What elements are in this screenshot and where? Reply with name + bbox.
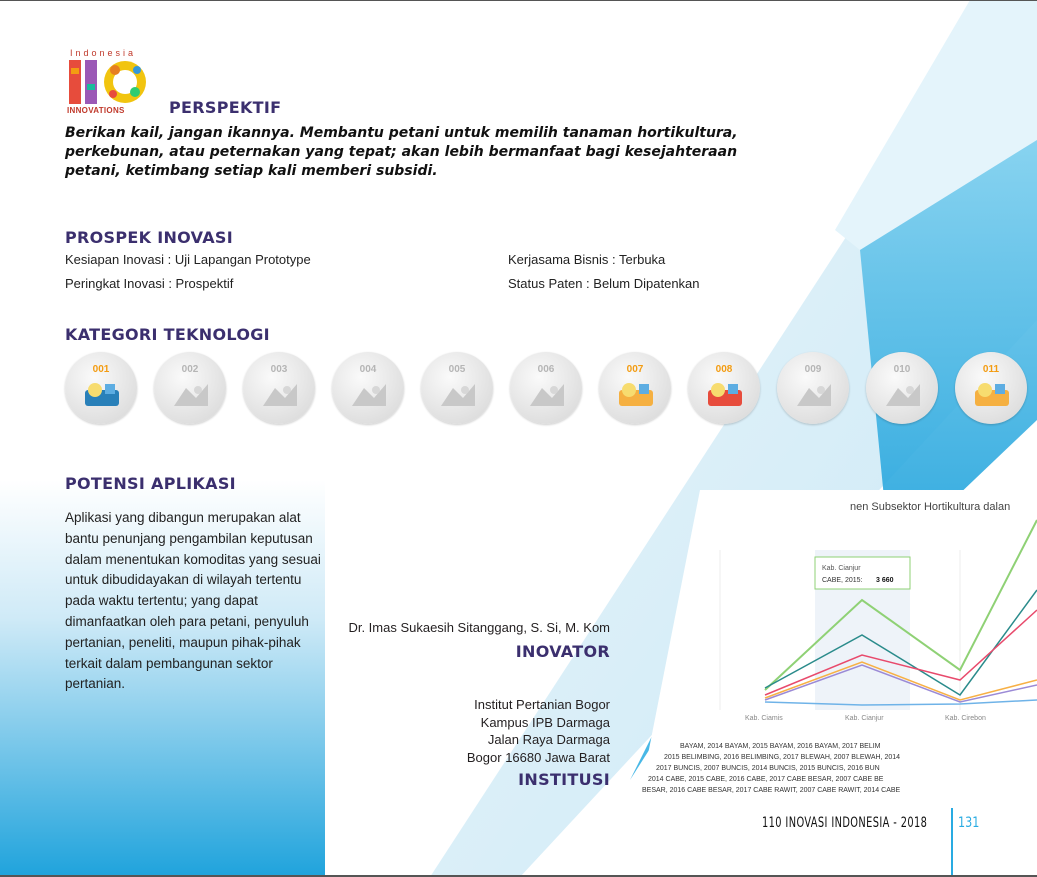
footer-divider xyxy=(951,808,953,877)
kategori-title: KATEGORI TEKNOLOGI xyxy=(65,325,270,344)
institusi-line: Jalan Raya Darmaga xyxy=(487,732,610,747)
kategori-number: 004 xyxy=(359,364,377,375)
kategori-010-icon xyxy=(866,352,938,424)
legend-row: BAYAM, 2014 BAYAM, 2015 BAYAM, 2016 BAYAM, 2017 BELIM xyxy=(680,743,881,750)
kategori-graphic xyxy=(439,380,477,408)
top-border xyxy=(0,0,1037,1)
kategori-number: 001 xyxy=(92,364,110,375)
kategori-graphic xyxy=(528,380,566,408)
status-paten: Status Paten : Belum Dipatenkan xyxy=(508,276,700,291)
kategori-004-icon xyxy=(332,352,404,424)
institusi-address xyxy=(400,696,610,766)
kesiapan-inovasi: Kesiapan Inovasi : Uji Lapangan Prototype xyxy=(65,252,311,267)
kategori-graphic xyxy=(795,380,833,408)
institusi-line: Kampus IPB Darmaga xyxy=(480,714,610,730)
kerjasama-bisnis: Kerjasama Bisnis : Terbuka xyxy=(508,252,666,267)
x-label: Kab. Ciamis xyxy=(745,715,783,722)
inovator-label: INOVATOR xyxy=(515,642,610,661)
kategori-001-icon xyxy=(65,352,137,424)
app-chart-screenshot xyxy=(640,490,1037,795)
kategori-number: 007 xyxy=(626,364,644,375)
kategori-number: 002 xyxy=(181,364,199,375)
kategori-009-icon xyxy=(777,352,849,424)
legend-row: BESAR, 2016 CABE BESAR, 2017 CABE RAWIT, 2007 CABE RAWIT, 2014 CABE xyxy=(642,787,901,794)
kategori-graphic xyxy=(350,380,388,408)
kategori-011-icon xyxy=(955,352,1027,424)
institusi-label: INSTITUSI xyxy=(518,770,610,789)
logo-top-text: Indonesia xyxy=(70,48,137,58)
kategori-graphic xyxy=(884,380,922,408)
line-chart-image xyxy=(640,490,1037,795)
kategori-graphic xyxy=(83,380,121,408)
kategori-graphic xyxy=(973,380,1011,408)
x-label: Kab. Cianjur xyxy=(845,715,884,722)
kategori-number: 005 xyxy=(448,364,466,375)
perspektif-text: Berikan kail, jangan ikannya. Membantu petani untuk memilih tanaman hortikultura, perkebunan, atau peternakan yang tepat; akan lebih bermanfaat bagi kesejahteraan petani, ketimbang setiap kali memberi subsidi. xyxy=(65,125,738,179)
prospek-title: PROSPEK INOVASI xyxy=(65,228,233,247)
kategori-008-icon xyxy=(688,352,760,424)
logo-bottom-text: INNOVATIONS xyxy=(67,106,125,115)
kategori-graphic xyxy=(617,380,655,408)
footer-title: 110 INOVASI INDONESIA - 2018 xyxy=(762,815,928,831)
kategori-007-icon xyxy=(599,352,671,424)
legend-row: 2017 BUNCIS, 2007 BUNCIS, 2014 BUNCIS, 2015 BUNCIS, 2016 BUN xyxy=(656,765,880,772)
kategori-number: 003 xyxy=(270,364,288,375)
kategori-002-icon xyxy=(154,352,226,424)
kategori-graphic xyxy=(706,380,744,408)
page-number: 131 xyxy=(958,815,980,831)
kategori-005-icon xyxy=(421,352,493,424)
legend-row: 2014 CABE, 2015 CABE, 2016 CABE, 2017 CABE BESAR, 2007 CABE BE xyxy=(648,776,884,783)
institusi-line: Institut Pertanian Bogor xyxy=(474,697,610,712)
tooltip-region: Kab. Cianjur xyxy=(822,565,861,572)
kategori-number: 009 xyxy=(804,364,822,375)
chart-title: nen Subsektor Hortikultura dalan xyxy=(850,501,1011,513)
perspektif-title: PERSPEKTIF xyxy=(169,98,282,117)
logo-110-icon xyxy=(67,58,149,106)
peringkat-inovasi: Peringkat Inovasi : Prospektif xyxy=(65,276,234,291)
legend-row: 2015 BELIMBING, 2016 BELIMBING, 2017 BLEWAH, 2007 BLEWAH, 2014 xyxy=(664,754,901,761)
kategori-number: 006 xyxy=(537,364,555,375)
kategori-number: 010 xyxy=(893,364,911,375)
tooltip-value: 3 660 xyxy=(876,577,894,584)
inovator-name: Dr. Imas Sukaesih Sitanggang, S. Si, M. Kom xyxy=(348,620,610,635)
kategori-graphic xyxy=(172,380,210,408)
institusi-line: Bogor 16680 Jawa Barat xyxy=(466,749,610,765)
potensi-title: POTENSI APLIKASI xyxy=(65,474,236,493)
kategori-icons xyxy=(65,352,1037,424)
tooltip-series: CABE, 2015: xyxy=(822,577,863,584)
kategori-number: 011 xyxy=(982,364,1000,375)
kategori-006-icon xyxy=(510,352,582,424)
kategori-003-icon xyxy=(243,352,315,424)
potensi-text: Aplikasi yang dibangun merupakan alat bantu penunjang pengambilan keputusan dalam menentukan komoditas yang sesuai untuk dibudidayakan di wilayah tertentu pada waktu tertentu; yang dapat dimanfaatkan oleh para petani, penyuluh pertanian, peneliti, maupun pihak-pihak terkait dalam pembangunan sektor pertanian. xyxy=(65,510,321,692)
kategori-graphic xyxy=(261,380,299,408)
kategori-number: 008 xyxy=(715,364,733,375)
x-label: Kab. Cirebon xyxy=(945,715,986,722)
